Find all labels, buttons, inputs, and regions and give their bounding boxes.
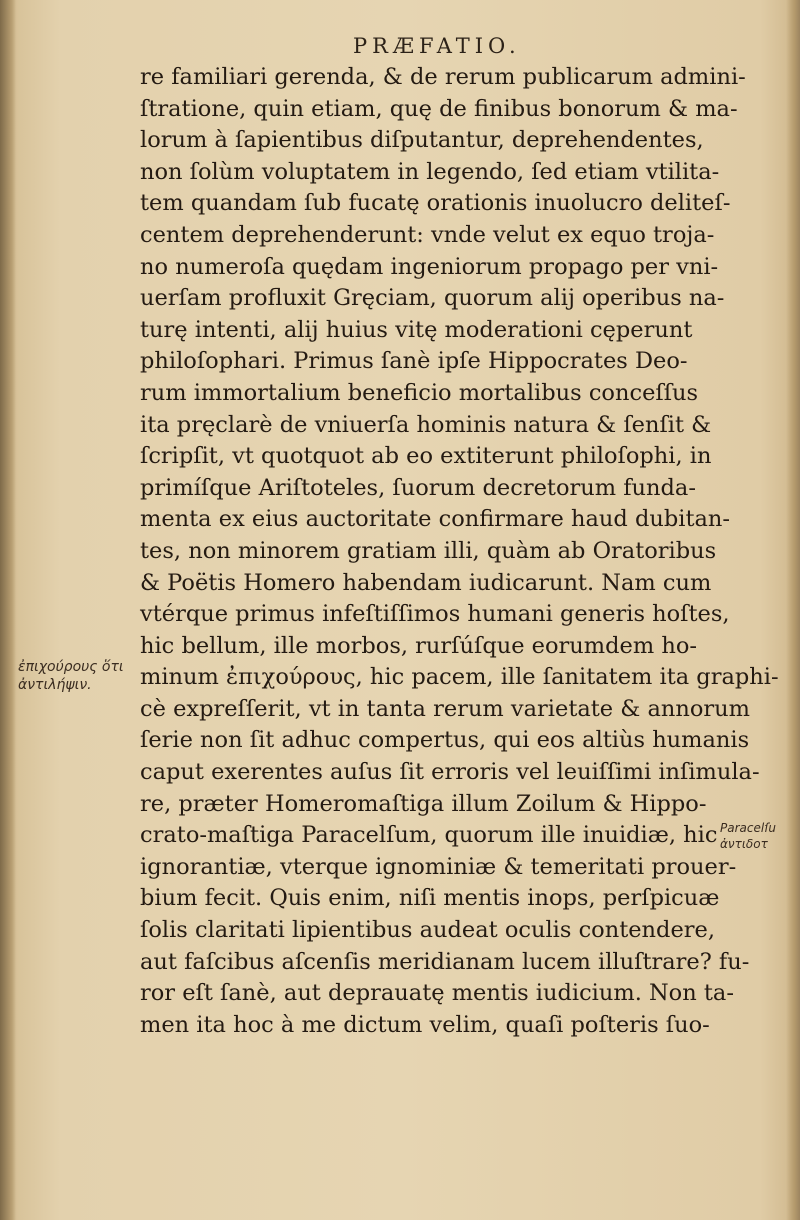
text-line: centem deprehenderunt: vnde velut ex equo troja-: [140, 221, 715, 248]
text-line: caput exerentes auſus ſit erroris vel leuiſſimi inſimula-: [140, 759, 760, 786]
text-line: men ita hoc à me dictum velim, quaſi poſteris ſuo-: [140, 1011, 710, 1038]
binding-gutter: [0, 0, 16, 1220]
text-line: crato-maſtiga Paracelſum, quorum ille inuidiæ, hic: [140, 822, 718, 849]
text-line: re, præter Homeromaſtiga illum Zoilum & Hippo-: [140, 790, 707, 817]
text-line: re familiari gerenda, & de rerum publicarum admini-: [140, 64, 746, 90]
text-line: lorum à ſapientibus diſputantur, deprehendentes,: [140, 127, 704, 154]
text-line: aut faſcibus aſcenſis meridianam lucem illuſtrare? fu-: [140, 948, 750, 975]
text-line: turę intenti, alij huius vitę moderationi cęperunt: [140, 316, 693, 343]
text-line: menta ex eius auctoritate confirmare haud dubitan-: [140, 506, 730, 533]
text-line: ita pręclarè de vniuerſa hominis natura & ſenſit &: [140, 411, 712, 438]
text-line: uerſam profluxit Gręciam, quorum alij operibus na-: [140, 285, 725, 312]
text-line: minum ἐπιχούρους, hic pacem, ille ſanitatem ita graphi-: [140, 664, 779, 691]
marginal-note-line: ἐπιχούρους ὅτι: [18, 659, 124, 675]
text-line: ſcripſit, vt quotquot ab eo extiterunt philoſophi, in: [140, 443, 712, 470]
text-line: non ſolùm voluptatem in legendo, ſed etiam vtilita-: [140, 158, 720, 185]
page-edge: [786, 0, 800, 1220]
text-line: philoſophari. Primus ſanè ipſe Hippocrates Deo-: [140, 348, 688, 375]
running-header: PRÆFATIO.: [353, 34, 521, 58]
marginal-note-line: ἀντιδοτ: [720, 837, 768, 851]
text-line: rum immortalium beneficio mortalibus conceſſus: [140, 379, 699, 406]
marginal-note-line: ἀντιλήψιν.: [18, 677, 92, 693]
right-marginal-note: [720, 820, 800, 852]
text-line: hic bellum, ille morbos, rurſúſque eorumdem ho-: [140, 632, 697, 659]
text-line: & Poëtis Homero habendam iudicarunt. Nam cum: [140, 569, 712, 596]
text-line: ror eſt ſanè, aut deprauatę mentis iudicium. Non ta-: [140, 980, 734, 1007]
text-line: cè expreſſerit, vt in tanta rerum varietate & annorum: [140, 695, 750, 722]
text-line: ſtratione, quin etiam, quę de finibus bonorum & ma-: [140, 95, 738, 122]
text-line: ignorantiæ, vterque ignominiæ & temeritati prouer-: [140, 853, 737, 880]
marginal-note-line: Paracelſu: [720, 821, 777, 835]
text-line: ſerie non ſit adhuc compertus, qui eos altiùs humanis: [140, 727, 750, 754]
text-line: vtérque primus infeſtiſſimos humani generis hoſtes,: [140, 601, 730, 628]
text-line: primíſque Ariſtoteles, ſuorum decretorum funda-: [140, 474, 696, 501]
text-line: bium fecit. Quis enim, niſi mentis inops, perſpicuæ: [140, 885, 720, 912]
text-line: tes, non minorem gratiam illi, quàm ab Oratoribus: [140, 537, 717, 564]
text-line: ſolis claritati lipientibus audeat oculis contendere,: [140, 917, 715, 944]
text-line: no numeroſa quędam ingeniorum propago per vni-: [140, 253, 719, 280]
text-line: tem quandam ſub fucatę orationis inuolucro deliteſ-: [140, 190, 731, 217]
left-marginal-note: [18, 658, 138, 694]
